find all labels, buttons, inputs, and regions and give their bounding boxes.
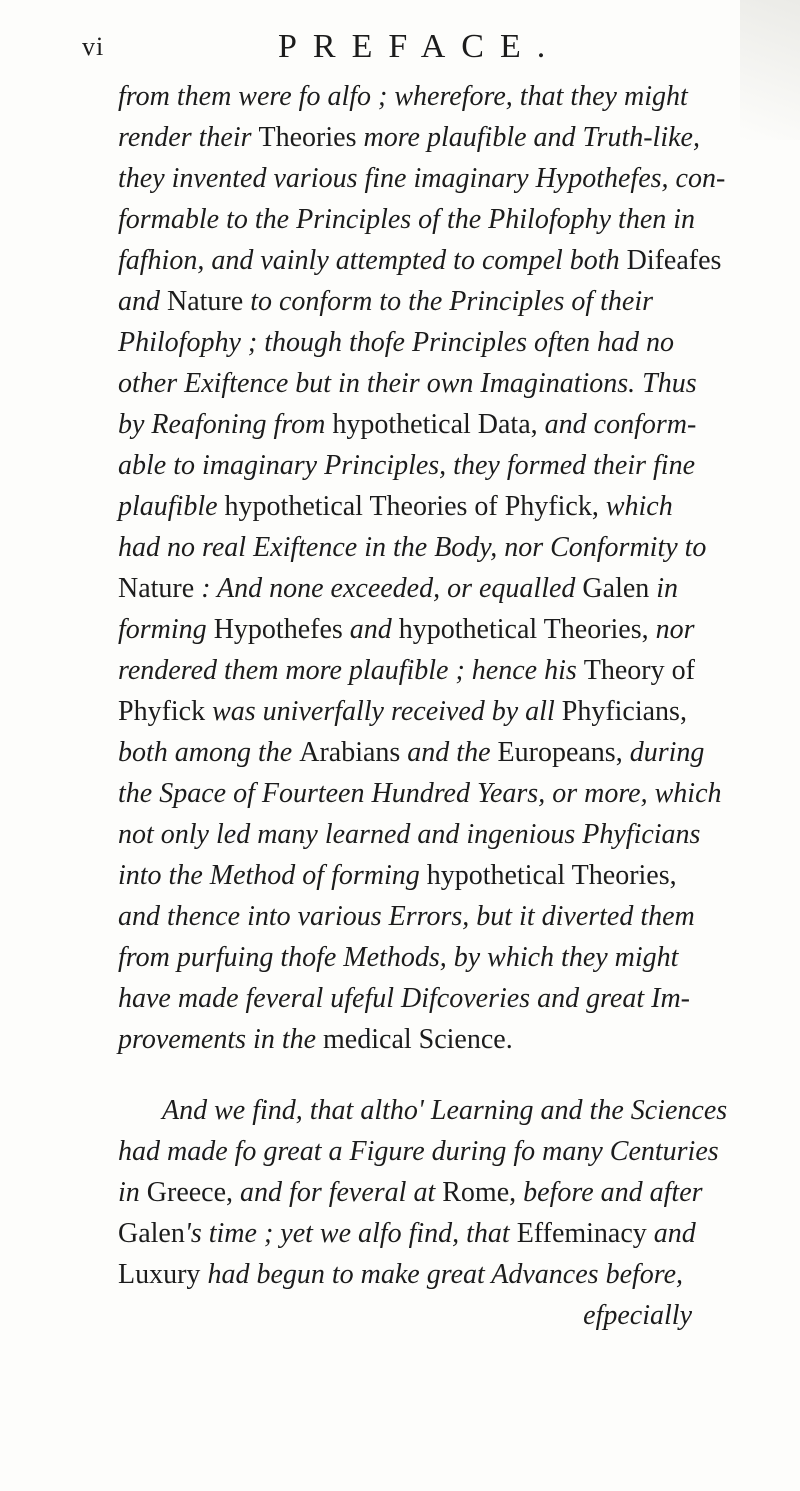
italic-text: the Space of Fourteen Hundred Years, or more, which (118, 778, 722, 809)
italic-text: forming (118, 614, 214, 645)
roman-text: Galen (118, 1218, 185, 1249)
italic-text: fafhion, and vainly attempted to compel both (118, 245, 627, 276)
roman-text: Theories (258, 122, 357, 153)
roman-text: Phyficians, (561, 696, 687, 727)
text-line (118, 814, 732, 855)
paragraph-gap (118, 1060, 732, 1090)
italic-text: and (342, 614, 399, 645)
italic-text: into the Method of forming (118, 860, 427, 891)
roman-text: medical Science. (323, 1024, 513, 1055)
text-line (118, 1172, 732, 1213)
text-line (118, 1019, 732, 1060)
italic-text: more plaufible and Truth-like, (356, 122, 700, 153)
roman-text: Luxury (118, 1259, 201, 1290)
text-line (118, 158, 732, 199)
italic-text: both among the (118, 737, 300, 768)
italic-text: was univerfally received by all (205, 696, 562, 727)
roman-text: Europeans, (497, 737, 623, 768)
italic-text: they invented various fine imaginary Hypothefes, con- (118, 163, 726, 194)
text-line (118, 650, 732, 691)
text-line (118, 691, 732, 732)
italic-text: 's time ; yet we alfo find, that (184, 1218, 517, 1249)
roman-text: hypothetical Theories, (426, 860, 677, 891)
italic-text: during (622, 737, 705, 768)
text-line (118, 117, 732, 158)
italic-text: and conform- (537, 409, 697, 440)
italic-text: have made feveral ufeful Difcoveries and great Im- (118, 983, 691, 1014)
roman-text: hypothetical Theories, (398, 614, 649, 645)
italic-text: not only led many learned and ingenious Phyficians (118, 819, 701, 850)
italic-text: nor (648, 614, 695, 645)
italic-text: which (598, 491, 673, 522)
italic-text: had made fo great a Figure during fo many Centuries (118, 1136, 719, 1167)
text-line (118, 76, 732, 117)
italic-text: : And none exceeded, or equalled (194, 573, 583, 604)
roman-text: Galen (582, 573, 650, 604)
text-line (118, 486, 732, 527)
catchword: efpecially (583, 1300, 692, 1331)
italic-text: plaufible (118, 491, 225, 522)
italic-text: able to imaginary Principles, they formed their fine (118, 450, 696, 481)
roman-text: Greece, (146, 1177, 234, 1208)
italic-text: from purfuing thofe Methods, by which they might (118, 942, 679, 973)
text-line (118, 404, 732, 445)
roman-text: Nature (118, 573, 195, 604)
italic-text: before and after (516, 1177, 703, 1208)
italic-text: formable to the Principles of the Philofophy then in (118, 204, 696, 235)
running-head: PREFACE. (278, 28, 562, 65)
italic-text: had begun to make great Advances before, (200, 1259, 684, 1290)
text-line (118, 773, 732, 814)
roman-text: Effeminacy (516, 1218, 647, 1249)
italic-text: in (118, 1177, 147, 1208)
italic-text: and the (400, 737, 498, 768)
text-line (118, 199, 732, 240)
italic-text: and (118, 286, 167, 317)
text-line (118, 1090, 732, 1131)
italic-text: other Exiftence but in their own Imaginations. Thus (118, 368, 697, 399)
roman-text: Nature (167, 286, 244, 317)
italic-text: and (646, 1218, 696, 1249)
paragraph (118, 76, 732, 1060)
text-line (118, 281, 732, 322)
text-line (118, 732, 732, 773)
text-line (118, 568, 732, 609)
roman-text: Difeafes (626, 245, 722, 276)
roman-text: Hypothefes (213, 614, 343, 645)
italic-text: to conform to the Principles of their (243, 286, 654, 317)
italic-text: Philofophy ; though thofe Principles often had no (118, 327, 675, 358)
text-line (118, 1254, 732, 1295)
text-line (118, 978, 732, 1019)
page-header (82, 20, 642, 70)
page-stain (740, 0, 800, 140)
italic-text: render their (118, 122, 259, 153)
roman-text: hypothetical Theories of Phyfick, (224, 491, 599, 522)
roman-text: Rome, (442, 1177, 517, 1208)
italic-text: had no real Exiftence in the Body, nor Conformity to (118, 532, 707, 563)
page-number: vi (82, 32, 105, 61)
italic-text: and thence into various Errors, but it diverted them (118, 901, 695, 932)
text-line (118, 855, 732, 896)
text-line (118, 322, 732, 363)
text-line (118, 363, 732, 404)
text-line (118, 609, 732, 650)
roman-text: Arabians (299, 737, 401, 768)
italic-text: in (649, 573, 679, 604)
italic-text: by Reafoning from (118, 409, 333, 440)
text-line (118, 937, 732, 978)
text-line (118, 1213, 732, 1254)
text-line (118, 240, 732, 281)
italic-text: from them were fo alfo ; wherefore, that they might (118, 81, 688, 112)
roman-text: Phyfick (118, 696, 206, 727)
body-text (118, 76, 732, 1336)
text-line (118, 445, 732, 486)
italic-text: provements in the (118, 1024, 324, 1055)
roman-text: Theory of (583, 655, 695, 686)
italic-text: rendered them more plaufible ; hence his (118, 655, 584, 686)
text-line (118, 527, 732, 568)
roman-text: hypothetical Data, (332, 409, 538, 440)
text-line (118, 1131, 732, 1172)
italic-text: And we find, that altho' Learning and the Sciences (162, 1095, 728, 1126)
paragraph (118, 1090, 732, 1295)
text-line (118, 896, 732, 937)
italic-text: and for feveral at (233, 1177, 443, 1208)
